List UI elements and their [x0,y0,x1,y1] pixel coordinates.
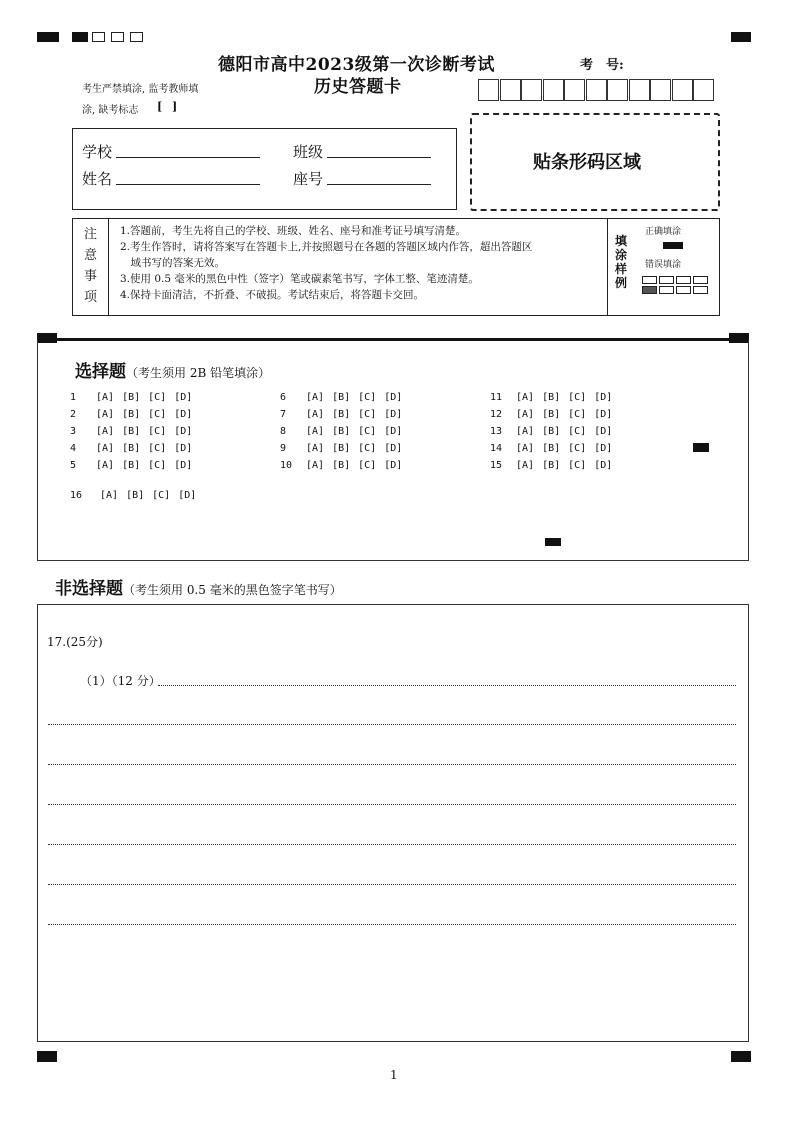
exam-no-cell[interactable] [500,79,521,101]
choice-section-title [75,357,270,382]
answer-bubble-b[interactable]: [B] [332,460,351,471]
timing-mark-bottom [545,538,561,546]
answer-bubble-a[interactable]: [A] [96,392,115,403]
answer-bubble-d[interactable]: [D] [174,443,193,454]
answer-line[interactable] [48,804,736,805]
answer-bubble-a[interactable]: [A] [306,392,325,403]
q17-part1-label: （1）（12 分） [80,674,161,688]
answer-bubble-a[interactable]: [A] [516,426,535,437]
answer-bubble-c[interactable]: [C] [148,443,167,454]
answer-bubble-a[interactable]: [A] [96,460,115,471]
answer-bubble-c[interactable]: [C] [148,426,167,437]
question-number: 8 [280,426,287,437]
school-label: 学校 [82,143,113,161]
question-row [280,426,410,437]
exam-no-cell[interactable] [693,79,714,101]
question-number: 16 [70,490,83,501]
answer-bubble-a[interactable]: [A] [96,409,115,420]
seat-field[interactable] [327,167,431,185]
answer-bubble-c[interactable]: [C] [358,409,377,420]
notice-side-char: 事 [84,269,98,284]
answer-bubble-b[interactable]: [B] [122,443,141,454]
answer-bubble-b[interactable]: [B] [542,460,561,471]
answer-bubble-a[interactable]: [A] [306,460,325,471]
answer-bubble-d[interactable]: [D] [174,409,193,420]
timing-mark-q14 [693,443,709,452]
notice-side-label [84,224,97,308]
answer-bubble-c[interactable]: [C] [152,490,171,501]
choice-title: 选择题 [75,362,126,382]
exam-no-cell[interactable] [672,79,693,101]
question-row [490,409,620,420]
answer-bubble-a[interactable]: [A] [516,409,535,420]
answer-bubble-b[interactable]: [B] [332,409,351,420]
school-field[interactable] [116,140,260,158]
answer-bubble-d[interactable]: [D] [384,426,403,437]
question-row [70,490,204,501]
question-row [70,409,200,420]
answer-bubble-d[interactable]: [D] [594,443,613,454]
answer-bubble-a[interactable]: [A] [306,426,325,437]
answer-bubble-a[interactable]: [A] [516,392,535,403]
fill-example-side-label [615,234,627,290]
answer-bubble-b[interactable]: [B] [126,490,145,501]
notice-list [120,223,532,303]
answer-bubble-c[interactable]: [C] [568,426,587,437]
corner-mark-bottom-left [37,1051,57,1062]
answer-bubble-d[interactable]: [D] [174,392,193,403]
answer-bubble-c[interactable]: [C] [568,409,587,420]
card-subtitle: 历史答题卡 [314,77,402,97]
class-field[interactable] [327,140,431,158]
question-row [490,426,620,437]
answer-line[interactable] [48,924,736,925]
answer-bubble-a[interactable]: [A] [96,443,115,454]
answer-bubble-b[interactable]: [B] [542,409,561,420]
page-number: 1 [390,1068,398,1082]
exam-no-cell[interactable] [521,79,542,101]
wrong-fill-examples [642,276,708,296]
exam-no-label: 考 号: [580,58,624,73]
question-row [280,443,410,454]
correct-fill-example [663,242,683,249]
notice-item: 2.考生作答时，请将答案写在答题卡上,并按照题号在各题的答题区域内作答，超出答题区 [120,241,533,253]
exam-no-cell[interactable] [564,79,585,101]
barcode-label: 贴条形码区域 [533,152,641,173]
notice-side-char: 意 [84,248,98,263]
absence-bracket[interactable]: [ ] [157,100,181,113]
notice-divider [108,219,109,315]
question-row [490,392,620,403]
answer-bubble-d[interactable]: [D] [384,409,403,420]
class-label: 班级 [293,143,324,161]
answer-bubble-b[interactable]: [B] [332,392,351,403]
exam-no-cell[interactable] [650,79,671,101]
answer-bubble-c[interactable]: [C] [568,392,587,403]
non-choice-title: 非选择题 [55,579,123,599]
answer-bubble-d[interactable]: [D] [384,392,403,403]
question-number: 11 [490,392,503,403]
timing-box [111,32,124,42]
answer-bubble-a[interactable]: [A] [96,426,115,437]
question-row [280,409,410,420]
exam-no-cell[interactable] [629,79,650,101]
absence-note-line2: 涂, 缺考标志 [82,105,139,116]
non-choice-hint: （考生须用 0.5 毫米的黑色签字笔书写） [123,583,342,597]
exam-no-cell[interactable] [607,79,628,101]
answer-bubble-c[interactable]: [C] [148,460,167,471]
answer-bubble-c[interactable]: [C] [148,392,167,403]
answer-bubble-b[interactable]: [B] [122,409,141,420]
answer-bubble-b[interactable]: [B] [542,443,561,454]
answer-bubble-d[interactable]: [D] [174,460,193,471]
absence-note-line1: 考生严禁填涂, 监考教师填 [82,84,199,95]
question-number: 6 [280,392,287,403]
answer-bubble-c[interactable]: [C] [358,426,377,437]
notice-item: 域书写的答案无效。 [120,257,225,269]
answer-bubble-c[interactable]: [C] [358,443,377,454]
answer-bubble-b[interactable]: [B] [122,426,141,437]
question-row [70,460,200,471]
answer-bubble-b[interactable]: [B] [122,460,141,471]
answer-line[interactable] [158,685,736,686]
answer-line[interactable] [48,844,736,845]
correct-fill-label: 正确填涂 [645,227,682,237]
exam-no-cell[interactable] [586,79,607,101]
answer-bubble-a[interactable]: [A] [100,490,119,501]
question-number: 1 [70,392,77,403]
answer-bubble-b[interactable]: [B] [332,426,351,437]
choice-hint: （考生须用 2B 铅笔填涂） [126,366,271,380]
question-row [70,392,200,403]
answer-bubble-c[interactable]: [C] [358,460,377,471]
question-row [280,460,410,471]
answer-bubble-a[interactable]: [A] [306,409,325,420]
fill-side-char: 样 [615,262,628,276]
answer-bubble-b[interactable]: [B] [542,392,561,403]
answer-bubble-b[interactable]: [B] [332,443,351,454]
answer-line[interactable] [48,724,736,725]
timing-mark [72,32,88,42]
question-row [490,460,620,471]
answer-bubble-d[interactable]: [D] [174,426,193,437]
answer-bubble-a[interactable]: [A] [306,443,325,454]
corner-mark-bottom-right [731,1051,751,1062]
question-number: 12 [490,409,503,420]
notice-item: 4.保持卡面清洁，不折叠、不破损。考试结束后，将答题卡交回。 [120,289,425,301]
answer-bubble-d[interactable]: [D] [178,490,197,501]
answer-bubble-b[interactable]: [B] [542,426,561,437]
answer-bubble-d[interactable]: [D] [384,460,403,471]
seat-label: 座号 [293,170,324,188]
answer-bubble-d[interactable]: [D] [384,443,403,454]
corner-mark-top-right [731,32,751,42]
fill-side-char: 填 [615,234,628,248]
non-choice-section-title [55,574,342,599]
question-row [280,392,410,403]
answer-box-q17[interactable] [37,604,749,1042]
name-label: 姓名 [82,170,113,188]
corner-mark-top-left [37,32,59,42]
answer-bubble-c[interactable]: [C] [148,409,167,420]
fill-side-char: 例 [615,276,628,290]
answer-bubble-a[interactable]: [A] [516,443,535,454]
answer-line[interactable] [48,884,736,885]
question-number: 14 [490,443,503,454]
answer-bubble-d[interactable]: [D] [594,392,613,403]
question-number: 7 [280,409,287,420]
fill-side-char: 涂 [615,248,628,262]
question-number: 2 [70,409,77,420]
question-number: 15 [490,460,503,471]
question-number: 3 [70,426,77,437]
wrong-fill-label: 错误填涂 [645,260,682,270]
answer-bubble-c[interactable]: [C] [358,392,377,403]
question-number: 4 [70,443,77,454]
answer-line[interactable] [48,764,736,765]
question-number: 5 [70,460,77,471]
question-row [490,443,620,454]
notice-item: 3.使用 0.5 毫米的黑色中性（签字）笔或碳素笔书写，字体工整、笔迹清楚。 [120,273,479,285]
answer-bubble-d[interactable]: [D] [594,409,613,420]
notice-item: 1.答题前，考生先将自己的学校、班级、姓名、座号和准考证号填写清楚。 [120,225,467,237]
answer-bubble-b[interactable]: [B] [122,392,141,403]
question-number: 13 [490,426,503,437]
fill-divider [607,219,608,315]
question-row [70,426,200,437]
notice-side-char: 注 [84,227,98,242]
question-row [70,443,200,454]
notice-side-char: 项 [84,290,98,305]
timing-box [92,32,105,42]
answer-bubble-d[interactable]: [D] [594,426,613,437]
exam-no-cell[interactable] [543,79,564,101]
question-number: 9 [280,443,287,454]
q17-label: 17.(25分) [47,635,103,649]
answer-bubble-c[interactable]: [C] [568,443,587,454]
name-field[interactable] [116,167,260,185]
answer-bubble-d[interactable]: [D] [594,460,613,471]
exam-title: 德阳市高中2023级第一次诊断考试 [218,55,495,75]
answer-bubble-c[interactable]: [C] [568,460,587,471]
exam-no-cell[interactable] [478,79,499,101]
answer-bubble-a[interactable]: [A] [516,460,535,471]
question-number: 10 [280,460,293,471]
timing-box [130,32,143,42]
